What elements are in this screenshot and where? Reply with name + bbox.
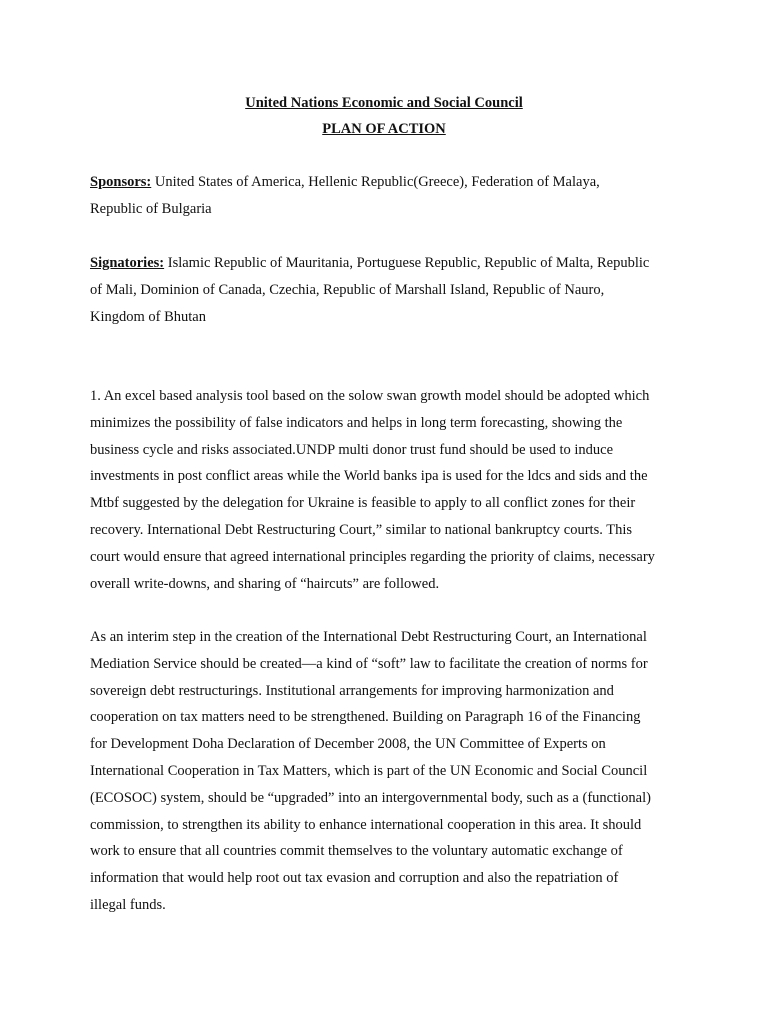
paragraph-line: sovereign debt restructurings. Institutional arrangements for improving harmonization and (90, 682, 614, 699)
paragraph-line: As an interim step in the creation of the International Debt Restructuring Court, an International (90, 629, 647, 645)
paragraph-line: court would ensure that agreed international principles regarding the priority of claims, necessary (90, 548, 655, 565)
sponsors-line (90, 169, 682, 196)
paragraph-line: for Development Doha Declaration of December 2008, the UN Committee of Experts on (90, 736, 606, 753)
sponsors-text: United States of America, Hellenic Republic(Greece), Federation of Malaya, (151, 174, 600, 190)
paragraph-line: (ECOSOC) system, should be “upgraded” into an intergovernmental body, such as a (functional) (90, 789, 651, 806)
paragraph-line: Mtbf suggested by the delegation for Ukraine is feasible to apply to all conflict zones for their (90, 495, 636, 512)
paragraph-line: Mediation Service should be created—a kind of “soft” law to facilitate the creation of norms for (90, 655, 648, 672)
sponsors-label: Sponsors: (90, 174, 152, 190)
paragraph-line: investments in post conflict areas while the World banks ipa is used for the ldcs and sids and the (90, 468, 648, 485)
document-subtitle: PLAN OF ACTION (322, 121, 446, 137)
paragraph-line: minimizes the possibility of false indicators and helps in long term forecasting, showing the (90, 414, 623, 431)
signatories-line (90, 250, 682, 277)
sponsors-text: Republic of Bulgaria (90, 200, 212, 217)
paragraph-line: overall write-downs, and sharing of “haircuts” are followed. (90, 575, 440, 592)
signatories-text: of Mali, Dominion of Canada, Czechia, Republic of Marshall Island, Republic of Nauro, (90, 281, 605, 298)
signatories-text: Islamic Republic of Mauritania, Portuguese Republic, Republic of Malta, Republic (164, 255, 650, 271)
paragraph-line: business cycle and risks associated.UNDP multi donor trust fund should be used to induce (90, 441, 613, 458)
signatories-section (90, 250, 682, 330)
paragraph-line: information that would help root out tax evasion and corruption and also the repatriation of (90, 870, 619, 887)
sponsors-section (90, 169, 682, 223)
signatories-text: Kingdom of Bhutan (90, 308, 206, 325)
paragraph-1 (90, 383, 682, 597)
paragraph-line: cooperation on tax matters need to be strengthened. Building on Paragraph 16 of the Financing (90, 709, 641, 726)
paragraph-line: 1. An excel based analysis tool based on the solow swan growth model should be adopted which (90, 388, 650, 404)
paragraph-line: work to ensure that all countries commit themselves to the voluntary automatic exchange of (90, 843, 623, 860)
paragraph-2 (90, 624, 682, 919)
paragraph-line: commission, to strengthen its ability to enhance international cooperation in this area. It should (90, 816, 642, 833)
paragraph-line: International Cooperation in Tax Matters, which is part of the UN Economic and Social Council (90, 762, 648, 779)
paragraph-line: illegal funds. (90, 896, 166, 913)
document-title: United Nations Economic and Social Council (245, 95, 523, 111)
paragraph-line: recovery. International Debt Restructuring Court,” similar to national bankruptcy courts. This (90, 521, 632, 538)
signatories-label: Signatories: (90, 255, 165, 271)
